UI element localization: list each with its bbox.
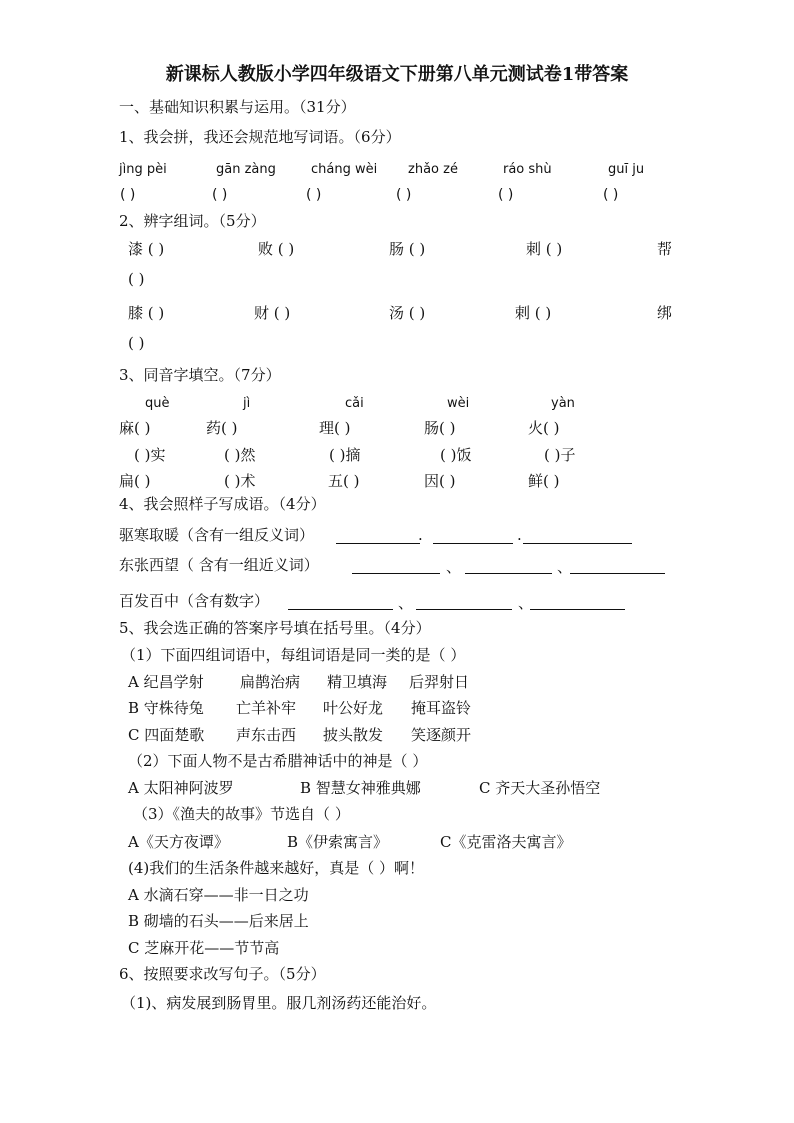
- q5-s1-c-4: 笑逐颜开: [411, 726, 472, 744]
- q4-row3-sep-1: 、: [398, 594, 414, 612]
- q1-blank-5[interactable]: ( ): [498, 187, 514, 203]
- q3-r3-1[interactable]: 扁( ): [119, 472, 151, 490]
- q4-row3-sep-2: 、: [518, 594, 534, 612]
- q4-row2-sep-1: 、: [446, 558, 462, 576]
- q3-pinyin-1: què: [145, 396, 170, 411]
- q5-s4-question[interactable]: (4)我们的生活条件越来越好，真是（ ）啊！: [128, 859, 425, 877]
- q4-row1-line-3[interactable]: [523, 543, 632, 544]
- q4-row3-label: 百发百中（含有数字）: [119, 592, 270, 610]
- q5-s1-b-3: 叶公好龙: [323, 699, 384, 717]
- q4-row3-line-2[interactable]: [416, 609, 512, 610]
- q4-heading: 4、我会照样子写成语。（4分）: [119, 495, 326, 513]
- q3-r1-2[interactable]: 药( ): [206, 419, 238, 437]
- q2-item-7[interactable]: 财 ( ): [254, 304, 291, 322]
- q3-r1-4[interactable]: 肠( ): [424, 419, 456, 437]
- q1-blank-1[interactable]: ( ): [120, 187, 136, 203]
- q5-s1-a-4: 后羿射日: [409, 673, 470, 691]
- q2-item-10: 绑: [657, 304, 673, 322]
- q1-blank-3[interactable]: ( ): [306, 187, 322, 203]
- q1-blank-4[interactable]: ( ): [396, 187, 412, 203]
- q3-r2-1[interactable]: ( )实: [134, 446, 166, 464]
- q4-row3-line-3[interactable]: [530, 609, 625, 610]
- q2-item-9[interactable]: 剌 ( ): [515, 304, 552, 322]
- q3-r1-5[interactable]: 火( ): [528, 419, 560, 437]
- q5-s3-option-b[interactable]: B《伊索寓言》: [287, 833, 389, 851]
- q5-s4-option-a[interactable]: A 水滴石穿——非一日之功: [128, 886, 309, 904]
- q3-r3-3[interactable]: 五( ): [328, 472, 360, 490]
- q3-pinyin-5: yàn: [551, 396, 575, 411]
- q3-r3-4[interactable]: 因( ): [424, 472, 456, 490]
- q1-heading: 1、我会拼，我还会规范地写词语。（6分）: [119, 128, 401, 146]
- q2-item-10-blank[interactable]: ( ): [128, 334, 145, 352]
- q5-s4-option-c[interactable]: C 芝麻开花——节节高: [128, 939, 280, 957]
- q1-blank-6[interactable]: ( ): [603, 187, 619, 203]
- q5-s1-c-2: 声东击西: [236, 726, 297, 744]
- q6-s1-sentence: （1)、病发展到肠胃里。服几剂汤药还能治好。: [121, 994, 437, 1012]
- q5-s1-b-2: 亡羊补牢: [236, 699, 297, 717]
- q1-pinyin-3: cháng wèi: [311, 162, 378, 177]
- q2-item-1[interactable]: 漆 ( ): [128, 240, 165, 258]
- q3-pinyin-3: cǎi: [345, 396, 364, 411]
- q5-s1-c-1[interactable]: C 四面楚歌: [128, 726, 205, 744]
- q2-item-5: 帮: [657, 240, 673, 258]
- q1-pinyin-4: zhǎo zé: [408, 162, 458, 177]
- q4-row1-line-1[interactable]: [336, 543, 420, 544]
- q4-row1-label: 驱寒取暖（含有一组反义词）: [119, 526, 315, 544]
- q3-r2-5[interactable]: ( )子: [544, 446, 576, 464]
- q5-heading: 5、我会选正确的答案序号填在括号里。（4分）: [119, 619, 431, 637]
- q5-s2-option-c[interactable]: C 齐天大圣孙悟空: [479, 779, 601, 797]
- q2-item-6[interactable]: 膝 ( ): [128, 304, 165, 322]
- q3-r2-3[interactable]: ( )摘: [329, 446, 361, 464]
- q1-pinyin-6: guī ju: [608, 162, 645, 177]
- q4-row3-line-1[interactable]: [288, 609, 393, 610]
- q5-s3-option-a[interactable]: A《天方夜谭》: [128, 833, 229, 851]
- q5-s2-question[interactable]: （2）下面人物不是古希腊神话中的神是（ ）: [128, 752, 428, 770]
- q2-item-5-blank[interactable]: ( ): [128, 270, 145, 288]
- q2-item-8[interactable]: 汤 ( ): [389, 304, 426, 322]
- q4-row1-sep-1: .: [418, 526, 423, 544]
- q3-r1-3[interactable]: 理( ): [319, 419, 351, 437]
- q2-item-3[interactable]: 肠 ( ): [389, 240, 426, 258]
- q1-pinyin-2: gān zàng: [216, 162, 276, 177]
- q2-heading: 2、辨字组词。（5分）: [119, 212, 266, 230]
- q4-row1-sep-2: .: [517, 526, 522, 544]
- q3-r3-5[interactable]: 鲜( ): [528, 472, 560, 490]
- q3-pinyin-4: wèi: [447, 396, 470, 411]
- page-title: 新课标人教版小学四年级语文下册第八单元测试卷1带答案: [165, 64, 629, 85]
- q3-heading: 3、同音字填空。（7分）: [119, 366, 281, 384]
- q4-row1-line-2[interactable]: [433, 543, 513, 544]
- q1-blank-2[interactable]: ( ): [212, 187, 228, 203]
- q5-s1-question[interactable]: （1）下面四组词语中，每组词语是同一类的是（ ）: [121, 646, 466, 664]
- q5-s1-c-3: 披头散发: [323, 726, 384, 744]
- q5-s2-option-b[interactable]: B 智慧女神雅典娜: [300, 779, 421, 797]
- part-one-heading: 一、基础知识积累与运用。（31分）: [119, 98, 356, 116]
- q4-row2-sep-2: 、: [557, 558, 573, 576]
- q3-r2-2[interactable]: ( )然: [224, 446, 256, 464]
- q4-row2-line-3[interactable]: [570, 573, 665, 574]
- q5-s1-a-2: 扁鹊治病: [240, 673, 301, 691]
- q6-heading: 6、按照要求改写句子。（5分）: [119, 965, 326, 983]
- q5-s3-question[interactable]: （3）《渔夫的故事》节选自（ ）: [133, 805, 350, 823]
- q3-pinyin-2: jì: [243, 396, 251, 411]
- q5-s1-b-4: 掩耳盗铃: [411, 699, 472, 717]
- q3-r2-4[interactable]: ( )饭: [440, 446, 472, 464]
- q1-pinyin-1: jìng pèi: [119, 162, 167, 177]
- q4-row2-label: 东张西望（ 含有一组近义词）: [119, 556, 319, 574]
- q5-s1-a-1[interactable]: A 纪昌学射: [128, 673, 204, 691]
- q1-pinyin-5: ráo shù: [503, 162, 552, 177]
- q3-r1-1[interactable]: 麻( ): [119, 419, 151, 437]
- q5-s4-option-b[interactable]: B 砌墙的石头——后来居上: [128, 912, 309, 930]
- q4-row2-line-1[interactable]: [352, 573, 440, 574]
- q5-s1-a-3: 精卫填海: [327, 673, 388, 691]
- q3-r3-2[interactable]: ( )术: [224, 472, 256, 490]
- q2-item-4[interactable]: 刺 ( ): [526, 240, 563, 258]
- q5-s1-b-1[interactable]: B 守株待兔: [128, 699, 204, 717]
- q5-s2-option-a[interactable]: A 太阳神阿波罗: [128, 779, 234, 797]
- q2-item-2[interactable]: 败 ( ): [258, 240, 295, 258]
- q4-row2-line-2[interactable]: [465, 573, 552, 574]
- q5-s3-option-c[interactable]: C《克雷洛夫寓言》: [440, 833, 572, 851]
